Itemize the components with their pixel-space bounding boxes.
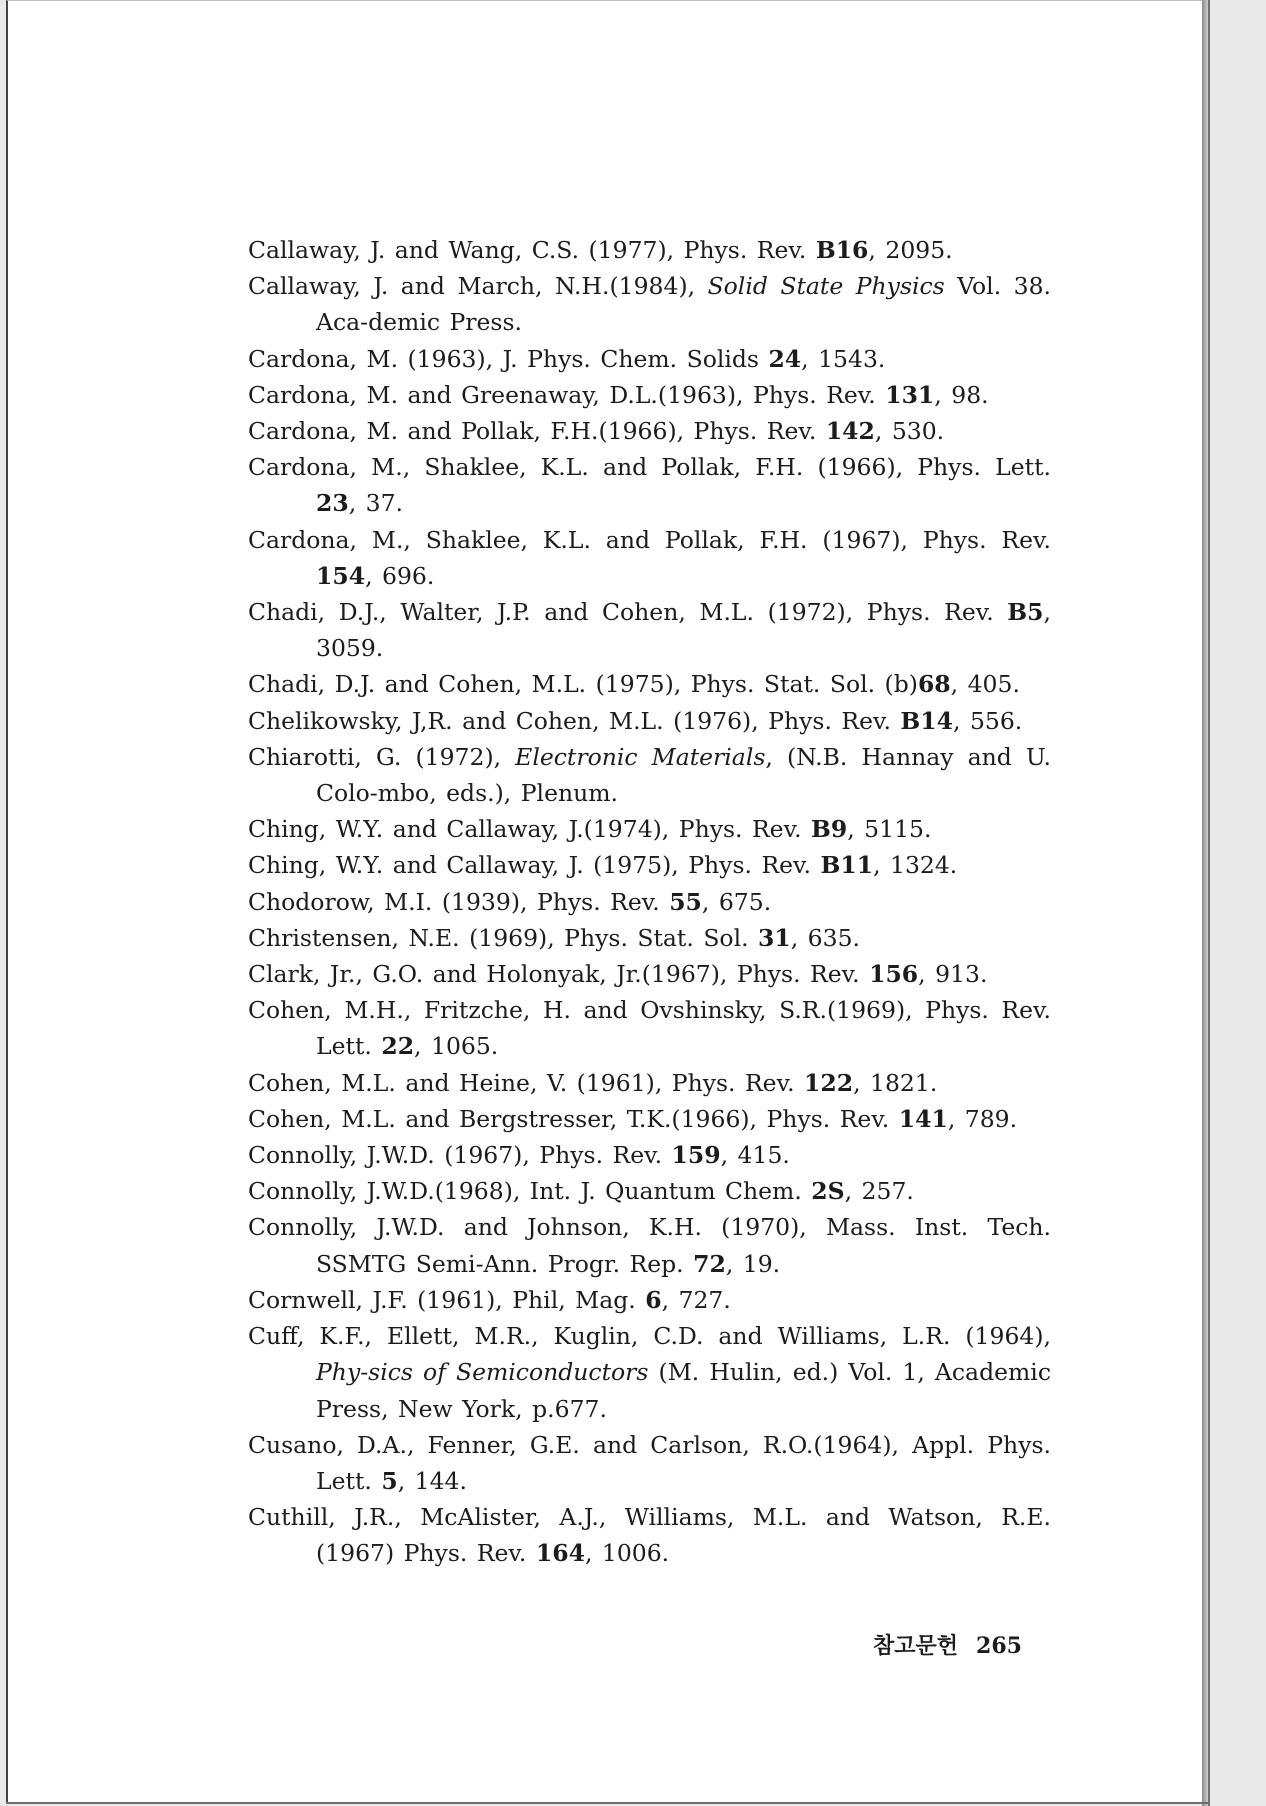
volume-number: 159 [671,1141,721,1170]
reference-entry [248,1499,1051,1571]
volume-number: 23 [316,489,349,518]
reference-text: Connolly, J.W.D.(1968), Int. J. Quantum Chem. [248,1177,812,1206]
reference-text: , 98. [934,380,989,409]
reference-text: , 37. [348,489,404,518]
reference-text: , 789. [947,1104,1018,1133]
volume-number: 31 [758,923,791,952]
reference-text: , 635. [790,923,860,952]
reference-text: , 405. [950,670,1020,699]
reference-text: Connolly, J.W.D. and Johnson, K.H. (1970), Mass. Inst. Tech. SSMTG Semi-Ann. Progr. Rep. [248,1213,1051,1278]
volume-number: 55 [669,887,702,916]
reference-entry [248,1137,1051,1173]
reference-text: Cuff, K.F., Ellett, M.R., Kuglin, C.D. and Williams, L.R. (1964), [248,1322,1051,1351]
reference-entry [248,232,1051,268]
reference-text: , 1543. [801,344,886,373]
reference-text: Callaway, J. and Wang, C.S. (1977), Phys. Rev. [248,236,816,264]
reference-text: , 675. [701,887,772,916]
reference-text: Chiarotti, G. (1972), [248,742,516,771]
reference-text: (M. Hulin, ed.) Vol. 1, Academic Press, New York, p.677. [316,1358,1051,1423]
reference-list [248,232,1051,1572]
volume-number: 122 [804,1068,854,1097]
reference-entry [248,739,1051,811]
reference-text: Callaway, J. and March, N.H.(1984), [248,272,708,301]
volume-number: 142 [825,417,875,446]
reference-text: Cardona, M. (1963), J. Phys. Chem. Solids [248,344,769,373]
reference-entry [248,1427,1051,1499]
volume-number: 156 [869,960,919,989]
volume-number: 22 [381,1032,415,1061]
reference-text: , (N.B. Hannay and U. Colo-mbo, eds.), Plenum. [316,742,1052,808]
reference-text: Chadi, D.J. and Cohen, M.L. (1975), Phys. Stat. Sol. (b) [248,670,918,699]
volume-number: 68 [917,670,951,699]
reference-text: Chelikowsky, J,R. and Cohen, M.L. (1976), Phys. Rev. [248,706,901,735]
reference-text: , 2095. [868,236,953,264]
reference-text: , 727. [661,1285,731,1314]
reference-text: , 1821. [853,1068,938,1097]
reference-entry [248,341,1051,377]
reference-entry [248,992,1051,1064]
reference-entry [248,377,1051,413]
document-page [6,0,1202,1802]
reference-text: , 144. [397,1466,467,1495]
reference-entry [248,413,1051,449]
reference-text: Cohen, M.L. and Heine, V. (1961), Phys. Rev. [248,1068,805,1097]
book-title: Phy-sics of Semiconductors [316,1358,649,1387]
reference-text: Connolly, J.W.D. (1967), Phys. Rev. [248,1141,672,1170]
volume-number: 131 [885,380,935,409]
reference-text: , 1065. [414,1032,499,1061]
volume-number: B11 [820,851,874,880]
volume-number: B14 [900,706,953,735]
volume-number: B9 [811,815,848,844]
volume-number: 72 [693,1249,726,1278]
volume-number: 154 [316,561,366,590]
reference-text: , 1006. [584,1539,670,1568]
reference-text: , 556. [953,706,1023,735]
page-bottom-edge [6,1802,1210,1804]
reference-entry [248,1101,1051,1137]
reference-text: Cohen, M.H., Fritzche, H. and Ovshinsky, S.R.(1969), Phys. Rev. Lett. [248,996,1051,1061]
footer-section-title: 참고문헌 [873,1633,959,1659]
reference-entry [248,1173,1051,1209]
reference-text: , 19. [725,1249,781,1278]
reference-text: Cusano, D.A., Fenner, G.E. and Carlson, R.O.(1964), Appl. Phys. Lett. [248,1430,1051,1495]
reference-entry [248,666,1051,702]
reference-entry [248,811,1051,847]
reference-entry [248,1209,1051,1281]
reference-entry [248,268,1051,340]
book-title: Solid State Physics [707,272,945,301]
volume-number: B5 [1007,598,1044,627]
reference-entry [248,956,1051,992]
reference-entry [248,449,1051,521]
reference-text: , 913. [918,960,988,989]
reference-text: Ching, W.Y. and Callaway, J.(1974), Phys. Rev. [248,815,812,844]
reference-text: Cornwell, J.F. (1961), Phil, Mag. [248,1285,646,1314]
reference-text: Ching, W.Y. and Callaway, J. (1975), Phys. Rev. [248,851,821,880]
reference-text: , 1324. [873,851,958,880]
reference-entry [248,847,1051,883]
reference-entry [248,1318,1051,1427]
book-title: Electronic Materials [515,742,766,771]
volume-number: 2S [811,1177,845,1206]
page-number: 265 [976,1633,1022,1659]
reference-text: Cuthill, J.R., McAlister, A.J., Williams, M.L. and Watson, R.E. (1967) Phys. Rev. [248,1503,1051,1568]
reference-text: Clark, Jr., G.O. and Holonyak, Jr.(1967), Phys. Rev. [248,960,870,989]
volume-number: 24 [768,344,802,373]
reference-text: Cardona, M. and Pollak, F.H.(1966), Phys. Rev. [248,417,826,446]
reference-text: Christensen, N.E. (1969), Phys. Stat. Sol. [248,923,759,952]
page-edge-line [1208,0,1210,1806]
reference-text: , 5115. [847,815,932,844]
reference-entry [248,884,1051,920]
reference-text: Cardona, M., Shaklee, K.L. and Pollak, F.H. (1966), Phys. Lett. [248,453,1051,482]
reference-text: Cohen, M.L. and Bergstresser, T.K.(1966), Phys. Rev. [248,1104,899,1133]
reference-text: Vol. 38. Aca-demic Press. [316,272,1052,337]
volume-number: 6 [645,1285,662,1314]
reference-entry [248,920,1051,956]
volume-number: 164 [535,1539,585,1568]
reference-text: Cardona, M. and Greenaway, D.L.(1963), Phys. Rev. [248,380,886,409]
reference-text: , 3059. [316,598,1051,663]
reference-text: , 530. [874,417,945,446]
volume-number: B16 [815,236,869,264]
reference-text: , 415. [720,1141,790,1170]
reference-entry [248,703,1051,739]
volume-number: 141 [898,1104,948,1133]
reference-text: Cardona, M., Shaklee, K.L. and Pollak, F.H. (1967), Phys. Rev. [248,525,1051,554]
reference-entry [248,1065,1051,1101]
reference-text: Chadi, D.J., Walter, J.P. and Cohen, M.L. (1972), Phys. Rev. [248,598,1008,627]
volume-number: 5 [381,1466,398,1495]
reference-entry [248,522,1051,594]
reference-entry [248,1282,1051,1318]
reference-text: Chodorow, M.I. (1939), Phys. Rev. [248,887,670,916]
reference-text: , 257. [844,1177,914,1206]
reference-text: , 696. [365,561,435,590]
reference-entry [248,594,1051,666]
page-footer [873,1629,1022,1660]
